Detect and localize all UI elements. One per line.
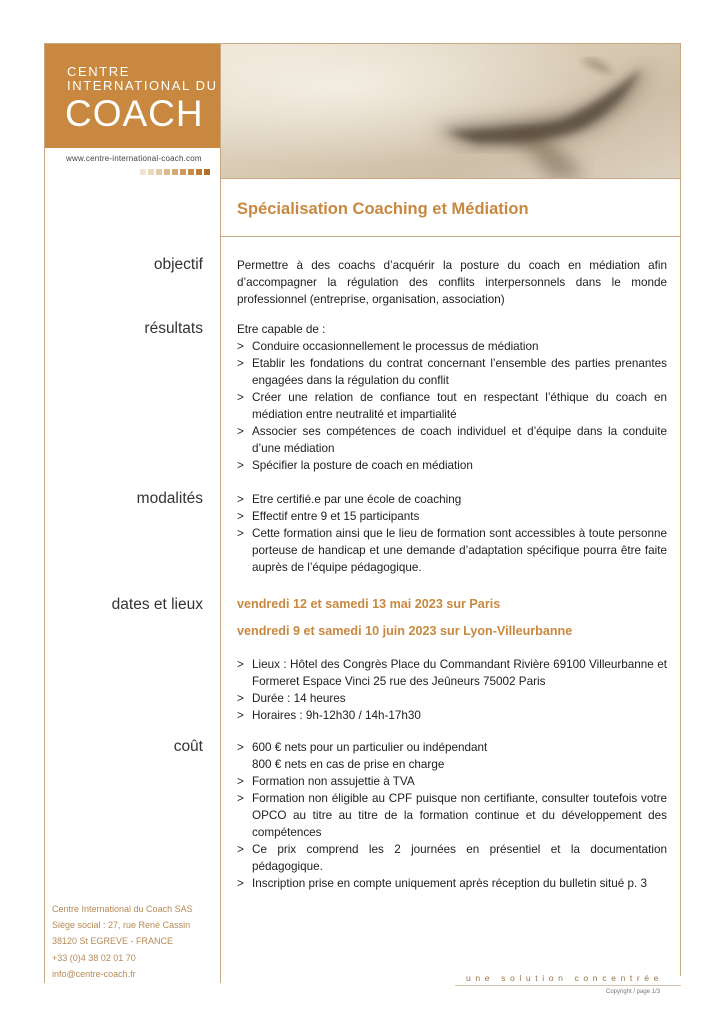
- objectif-text: Permettre à des coachs d’acquérir la posture du coach en médiation afin d’accompagner la régulation des conflits interpersonnels dans le monde professionnel (entreprise, organisation, association): [237, 259, 667, 306]
- column-divider: [220, 43, 221, 983]
- list-item: > Ce prix comprend les 2 journées en présentiel et la documentation pédagogique.: [237, 841, 667, 875]
- logo-line-international: INTERNATIONAL DU: [67, 78, 218, 93]
- address-city: 38120 St EGREVE - FRANCE: [52, 936, 174, 947]
- title-rule: [221, 236, 680, 237]
- resultats-block: [237, 321, 667, 474]
- list-item: > Formation non éligible au CPF puisque non certifiante, consulter toutefois votre OPCO au titre au titre de la formation continue et du développement des compétences: [237, 790, 667, 841]
- list-item: > Horaires : 9h-12h30 / 14h-17h30: [237, 707, 667, 724]
- cout-list: [237, 739, 667, 892]
- copyright-page: Copyright / page 1/3: [606, 989, 661, 995]
- price-funded: 800 € nets en cas de prise en charge: [252, 758, 445, 771]
- logo-line-centre: CENTRE: [67, 64, 131, 79]
- decorative-squares: [140, 169, 210, 175]
- resultats-intro: Etre capable de :: [237, 323, 326, 336]
- price-individual: 600 € nets pour un particulier ou indépendant: [252, 741, 488, 754]
- dates-details-list: [237, 656, 667, 724]
- bird-silhouette-image: [221, 44, 680, 178]
- list-item: > Spécifier la posture de coach en médiation: [237, 457, 667, 474]
- list-item: > Formation non assujettie à TVA: [237, 773, 667, 790]
- modalites-list: [237, 491, 667, 576]
- tagline-rule: [455, 985, 681, 986]
- modalites-block: [237, 491, 667, 576]
- list-item: > Créer une relation de confiance tout en respectant l’éthique du coach en médiation entre neutralité et impartialité: [237, 389, 667, 423]
- section-label-resultats: résultats: [144, 320, 203, 337]
- logo: [45, 44, 220, 148]
- email-link[interactable]: info@centre-coach.fr: [52, 968, 136, 979]
- list-item: > Inscription prise en compte uniquement après réception du bulletin situé p. 3: [237, 875, 667, 892]
- tagline: une solution concentrée: [466, 973, 664, 983]
- frame-left-rule: [44, 43, 45, 983]
- cout-block: [237, 739, 667, 892]
- list-item: > Etre certifié.e par une école de coaching: [237, 491, 667, 508]
- section-label-dates: dates et lieux: [111, 596, 203, 613]
- section-label-cout: coût: [173, 738, 203, 755]
- company-address: [52, 901, 193, 982]
- list-item: > Conduire occasionnellement le processus de médiation: [237, 338, 667, 355]
- frame-right-rule: [680, 43, 681, 976]
- list-item: > Etablir les fondations du contrat concernant l’ensemble des parties prenantes engagées dans la régulation du conflit: [237, 355, 667, 389]
- section-label-modalites: modalités: [136, 490, 203, 507]
- section-label-objectif: objectif: [153, 256, 203, 273]
- price-item: [237, 739, 667, 773]
- list-item: > Associer ses compétences de coach individuel et d’équipe dans la conduite d’une médiation: [237, 423, 667, 457]
- resultats-list: [237, 338, 667, 474]
- photo-bottom-rule: [221, 178, 680, 179]
- list-item: > Durée : 14 heures: [237, 690, 667, 707]
- list-item: > Effectif entre 9 et 15 participants: [237, 508, 667, 525]
- address-street: Siège social : 27, rue René Cassin: [52, 920, 191, 931]
- website-link[interactable]: www.centre-international-coach.com: [66, 154, 202, 163]
- list-item: > Cette formation ainsi que le lieu de formation sont accessibles à toute personne porteuse de handicap et une demande d’adaptation spécifique pourra être faite auprès de l’équipe pédagogique.: [237, 525, 667, 576]
- page-title: Spécialisation Coaching et Médiation: [237, 200, 529, 218]
- dates-details-block: [237, 656, 667, 724]
- date-session-lyon: vendredi 9 et samedi 10 juin 2023 sur Lyon-Villeurbanne: [237, 624, 573, 638]
- phone-number: +33 (0)4 38 02 01 70: [52, 952, 136, 963]
- logo-coach-wordmark: COACH: [65, 93, 204, 134]
- date-session-paris: vendredi 12 et samedi 13 mai 2023 sur Paris: [237, 597, 501, 611]
- list-item: > Lieux : Hôtel des Congrès Place du Commandant Rivière 69100 Villeurbanne et Formeret Espace Vinci 25 rue des Jeûneurs 75002 Paris: [237, 656, 667, 690]
- company-name: Centre International du Coach SAS: [52, 904, 193, 914]
- header-bird-photo: [221, 44, 680, 178]
